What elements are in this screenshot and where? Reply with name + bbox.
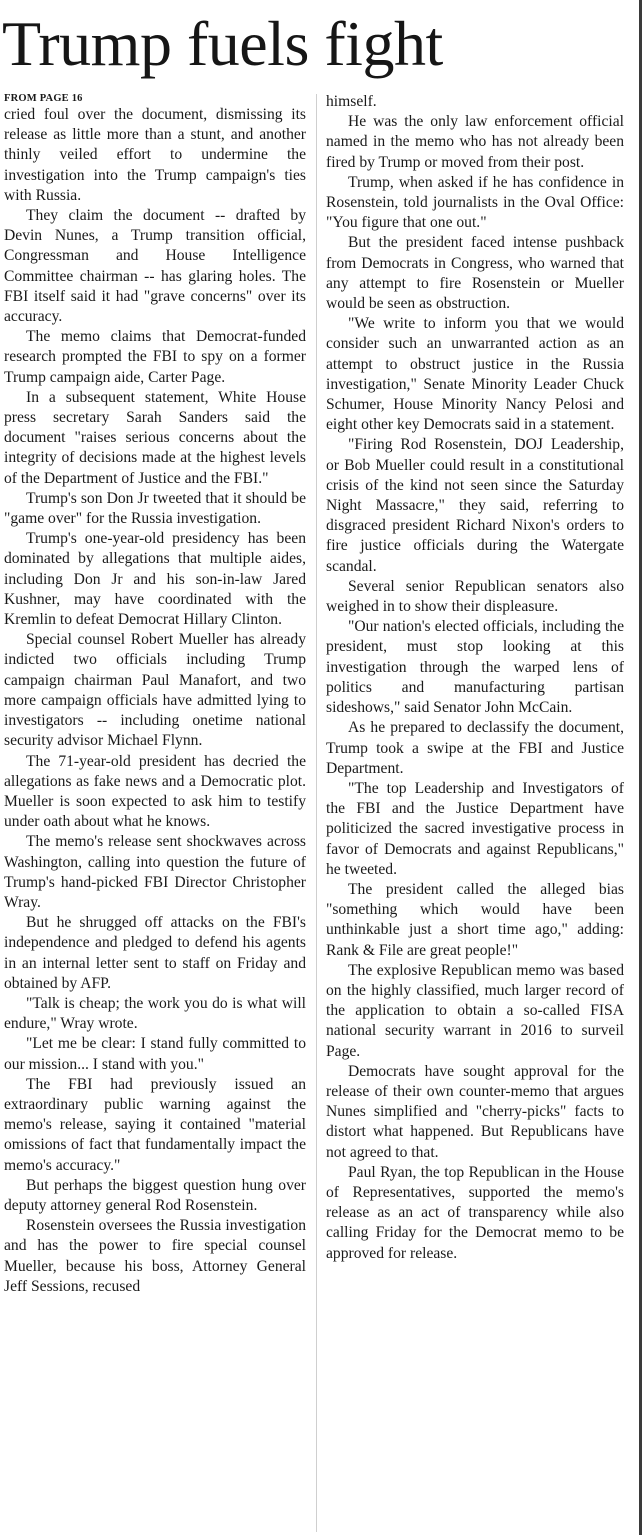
paragraph: But perhaps the biggest question hung over deputy attorney general Rod Rosenstein. — [4, 1176, 306, 1214]
paragraph: The 71-year-old president has decried the allegations as fake news and a Democratic plot. Mueller is soon expected to ask him to testify under oath about what he knows. — [4, 752, 306, 831]
paragraph: "Talk is cheap; the work you do is what will endure," Wray wrote. — [4, 994, 306, 1033]
paragraph: "Firing Rod Rosenstein, DOJ Leadership, or Bob Mueller could result in a constitutional crisis of the kind not seen since the Saturday Night Massacre," they said, referring to disgraced president Richard Nixon's orders to fire justice officials during the Watergate scandal. — [326, 436, 624, 575]
paragraph: Democrats have sought approval for the release of their own counter-memo that argues Nunes simplified and "cherry-picks" facts to distort what happened. But Republicans have not agreed to that. — [326, 1062, 624, 1161]
paragraph: Special counsel Robert Mueller has already indicted two officials including Trump campaign chairman Paul Manafort, and two more campaign officials have admitted lying to investigators -- including onetime national security advisor Michael Flynn. — [4, 631, 306, 750]
paragraph: They claim the document -- drafted by Devin Nunes, a Trump transition official, Congressman and House Intelligence Committee chairman -- has glaring holes. The FBI itself said it had "grave concerns" over its accuracy. — [4, 207, 306, 326]
paragraph: The explosive Republican memo was based on the highly classified, much larger record of the application to obtain a so-called FISA national security warrant in 2016 to surveil Page. — [326, 961, 624, 1060]
paragraph: Trump, when asked if he has confidence in Rosenstein, told journalists in the Oval Office: "You figure that one out." — [326, 173, 624, 232]
paragraph: In a subsequent statement, White House press secretary Sarah Sanders said the document "raises serious concerns about the integrity of decisions made at the highest levels of the Department of Justice and the FBI." — [4, 388, 306, 487]
paragraph: cried foul over the document, dismissing its release as little more than a stunt, and another thinly veiled effort to undermine the investigation into the Trump campaign's ties with Russia. — [4, 106, 306, 204]
paragraph: "Let me be clear: I stand fully committed to our mission... I stand with you." — [4, 1035, 306, 1073]
paragraph: As he prepared to declassify the document, Trump took a swipe at the FBI and Justice Department. — [326, 719, 624, 777]
paragraph: The president called the alleged bias "something which would have been unthinkable just a short time ago," adding: Rank & File are great people!" — [326, 880, 624, 959]
paragraph: He was the only law enforcement official named in the memo who has not already been fired by Trump or moved from their post. — [326, 113, 624, 171]
paragraph: Rosenstein oversees the Russia investigation and has the power to fire special counsel Mueller, because his boss, Attorney General Jeff Sessions, recused — [4, 1217, 306, 1295]
paragraph: The memo claims that Democrat-funded research prompted the FBI to spy on a former Trump campaign aide, Carter Page. — [4, 328, 306, 386]
article-column-left — [4, 92, 306, 1297]
jump-line: FROM PAGE 16 — [4, 93, 83, 104]
paragraph: "Our nation's elected officials, including the president, must stop looking at this investigation through the warped lens of politics and manufacturing partisan sideshows," said Senator John McCain. — [326, 618, 624, 717]
paragraph: "The top Leadership and Investigators of the FBI and the Justice Department have politicized the sacred investigative process in favor of Democrats and against Republicans," he tweeted. — [326, 779, 624, 878]
paragraph: Trump's son Don Jr tweeted that it should be "game over" for the Russia investigation. — [4, 489, 306, 528]
paragraph: "We write to inform you that we would consider such an unwarranted action as an attempt to obstruct justice in the Russia investigation," Senate Minority Leader Chuck Schumer, House Minority Nancy Pelosi and eight other key Democrats said in a statement. — [326, 315, 624, 434]
paragraph: The memo's release sent shockwaves across Washington, calling into question the future of Trump's hand-picked FBI Director Christopher Wray. — [4, 833, 306, 911]
paragraph: But he shrugged off attacks on the FBI's independence and pledged to defend his agents in an internal letter sent to staff on Friday and obtained by AFP. — [4, 914, 306, 992]
headline: Trump fuels fight — [2, 8, 443, 79]
paragraph: Trump's one-year-old presidency has been dominated by allegations that multiple aides, including Don Jr and his son-in-law Jared Kushner, may have coordinated with the Kremlin to defeat Democrat Hillary Clinton. — [4, 530, 306, 629]
paragraph: But the president faced intense pushback from Democrats in Congress, who warned that any attempt to fire Rosenstein or Mueller would be seen as obstruction. — [326, 234, 624, 313]
column-divider — [316, 94, 317, 1532]
paragraph: himself. — [326, 93, 377, 110]
paragraph: The FBI had previously issued an extraordinary public warning against the memo's release, saying it contained "material omissions of fact that fundamentally impact the memo's accuracy." — [4, 1075, 306, 1174]
paragraph: Paul Ryan, the top Republican in the House of Representatives, supported the memo's release as an act of transparency while also calling Friday for the Democrat memo to be approved for release. — [326, 1163, 624, 1262]
paragraph: Several senior Republican senators also weighed in to show their displeasure. — [326, 577, 624, 616]
article-column-right — [326, 92, 624, 1264]
